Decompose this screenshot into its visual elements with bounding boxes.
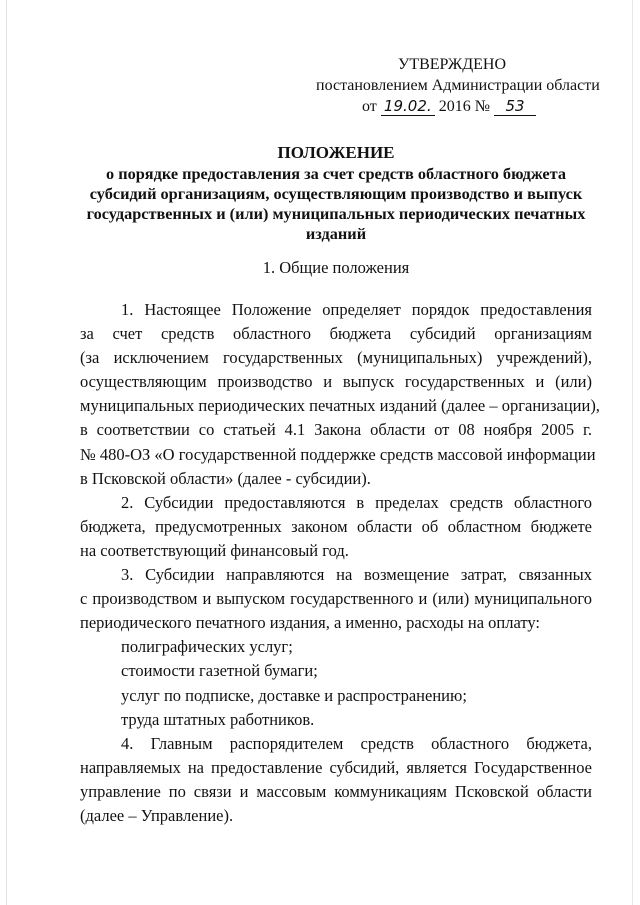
document-title: ПОЛОЖЕНИЕ	[277, 143, 395, 162]
paragraph-line: осуществляющим производство и выпуск государственных и (или)	[80, 372, 592, 392]
paragraph-line: 4. Главным распорядителем средств областного бюджета,	[121, 733, 592, 753]
list-item: труда штатных работников.	[121, 709, 315, 729]
paragraph-line: 2. Субсидии предоставляются в пределах средств областного	[121, 492, 592, 512]
document-subtitle-line: о порядке предоставления за счет средств областного бюджета	[106, 164, 566, 183]
handwritten-number: 53	[494, 98, 536, 116]
paragraph-line: (за исключением государственных (муниципальных) учреждений),	[80, 348, 592, 368]
document-subtitle-line: государственных и (или) муниципальных периодических печатных	[86, 204, 586, 223]
paragraph-line: направляемых на предоставление субсидий, является Государственное	[80, 757, 592, 777]
paragraph-line: 3. Субсидии направляются на возмещение затрат, связанных	[121, 565, 592, 585]
approval-heading: УТВЕРЖДЕНО	[398, 56, 507, 73]
list-item: стоимости газетной бумаги;	[121, 661, 318, 681]
approval-date-prefix: от	[362, 98, 377, 115]
scan-edge-left	[6, 0, 7, 905]
document-body	[80, 298, 600, 828]
paragraph-line: бюджета, предусмотренных законом области об областном бюджете	[80, 516, 592, 536]
paragraph-line: с производством и выпуском государственного и (или) муниципального	[80, 589, 592, 609]
handwritten-date: 19.02.	[381, 98, 435, 116]
paragraph-line: в Псковской области» (далее - субсидии).	[80, 468, 371, 488]
list-item: полиграфических услуг;	[121, 637, 293, 657]
section-heading: 1. Общие положения	[262, 258, 410, 277]
scan-edge-right	[632, 0, 633, 905]
paragraph-line: периодического печатного издания, а именно, расходы на оплату:	[80, 613, 540, 633]
paragraph-line: (далее – Управление).	[80, 805, 234, 825]
document-subtitle-line: изданий	[305, 224, 367, 243]
document-subtitle-line: субсидий организациям, осуществляющим производство и выпуск	[89, 184, 583, 203]
paragraph-line: на соответствующий финансовый год.	[80, 540, 349, 560]
paragraph-line: за счет средств областного бюджета субсидий организациям	[80, 324, 592, 344]
approval-stamp	[300, 54, 600, 117]
paragraph-line: муниципальных периодических печатных изданий (далее – организации),	[80, 396, 600, 416]
paragraph-line: 1. Настоящее Положение определяет порядок предоставления	[121, 300, 592, 319]
approval-date-line	[300, 96, 590, 117]
list-item: услуг по подписке, доставке и распространению;	[121, 685, 467, 705]
paragraph-line: № 480-ОЗ «О государственной поддержке средств массовой информации	[80, 444, 596, 464]
document-title-block	[80, 143, 592, 244]
approval-authority: постановлением Администрации области	[316, 77, 600, 94]
paragraph-line: в соответствии со статьей 4.1 Закона области от 08 ноября 2005 г.	[80, 420, 592, 440]
approval-year-number-label: 2016 №	[438, 98, 491, 115]
paragraph-line: управление по связи и массовым коммуникациям Псковской области	[80, 781, 592, 801]
